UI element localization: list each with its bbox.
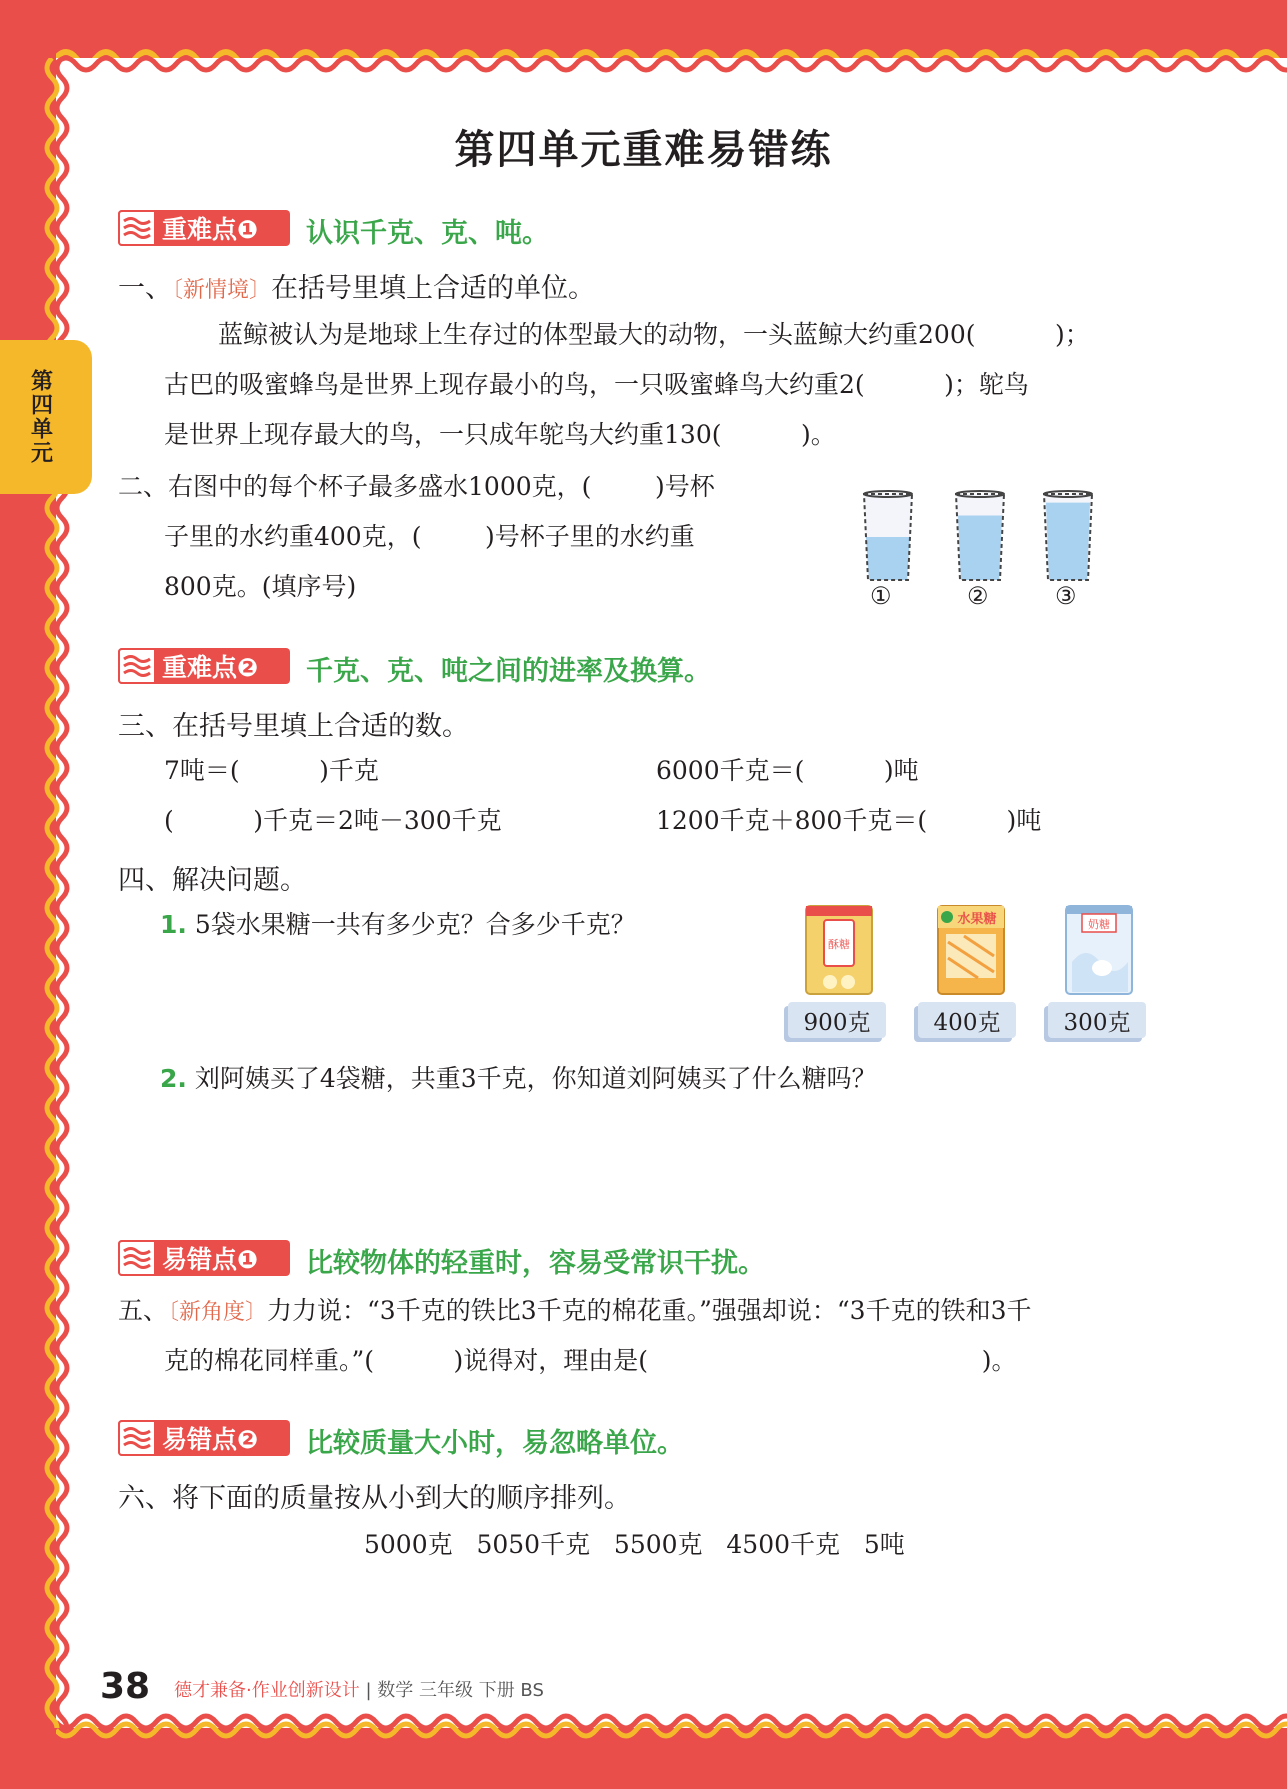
waves-icon — [118, 1420, 156, 1456]
candy-bag-3-label: 奶糖 — [1088, 918, 1110, 931]
question-4-title: 四、解决问题。 — [118, 865, 307, 896]
problem-2-number: 2. — [160, 1064, 187, 1093]
question-6-title: 六、将下面的质量按从小到大的顺序排列。 — [118, 1483, 631, 1514]
question-6-values: 5000克 5050千克 5500克 4500千克 5吨 — [364, 1530, 905, 1559]
problem-1-number: 1. — [160, 910, 187, 939]
wavy-border-bottom — [56, 1712, 1287, 1742]
waves-icon — [118, 1240, 156, 1276]
section-badge-label: 易错点❷ — [162, 1425, 259, 1454]
question-4-problem-1 — [160, 900, 636, 950]
candy-weight-1: 900克 — [788, 1002, 886, 1038]
question-1-tag: 〔新情境〕 — [172, 278, 272, 303]
page-number: 38 — [100, 1666, 151, 1707]
question-3-item-1: 7吨＝( )千克 — [164, 756, 379, 785]
candy-bag-1-icon — [802, 902, 876, 998]
unit-side-tab — [0, 340, 92, 494]
wavy-border-top-inner — [56, 50, 1287, 80]
question-1-text: 在括号里填上合适的单位。 — [271, 273, 596, 304]
page-title: 第四单元重难易错练 — [454, 127, 833, 173]
question-2-line-1: 二、右图中的每个杯子最多盛水1000克，( )号杯 — [118, 472, 715, 501]
water-cup-2 — [956, 491, 1004, 580]
problem-2-text: 刘阿姨买了4袋糖，共重3千克，你知道刘阿姨买了什么糖吗？ — [194, 1064, 877, 1093]
question-3-title: 三、在括号里填上合适的数。 — [118, 711, 469, 742]
question-3-item-2: 6000千克＝( )吨 — [656, 756, 919, 785]
section-badge-label: 重难点❷ — [162, 653, 259, 682]
footer-brand: 德才兼备·作业创新设计 — [174, 1680, 360, 1701]
section-badge-2 — [118, 648, 290, 684]
candy-weight-2: 400克 — [918, 1002, 1016, 1038]
candy-bag-2-icon — [934, 902, 1008, 998]
question-3-item-3: ( )千克＝2吨－300千克 — [164, 806, 502, 835]
water-cup-3 — [1044, 491, 1092, 580]
question-5-line-2: 克的棉花同样重。”( )说得对，理由是( )。 — [164, 1346, 1017, 1375]
candy-bag-1-label: 酥糖 — [828, 938, 850, 951]
section-badge-label: 易错点❶ — [162, 1245, 259, 1274]
section-heading-3: 比较物体的轻重时，容易受常识干扰。 — [306, 1248, 765, 1279]
water-cup-1 — [864, 491, 912, 580]
section-badge-4 — [118, 1420, 290, 1456]
question-3-item-4: 1200千克＋800千克＝( )吨 — [656, 806, 1042, 835]
section-heading-4: 比较质量大小时，易忽略单位。 — [306, 1428, 684, 1459]
question-1-line-3: 是世界上现存最大的鸟，一只成年鸵鸟大约重130( )。 — [164, 420, 836, 449]
candy-weight-3: 300克 — [1048, 1002, 1146, 1038]
section-heading-1: 认识千克、克、吨。 — [306, 218, 549, 249]
footer-meta: 数学 三年级 下册 BS — [377, 1680, 544, 1701]
cup-label-2: ② — [967, 582, 989, 610]
problem-1-text: 5袋水果糖一共有多少克？合多少千克？ — [194, 910, 636, 939]
question-1-title — [118, 266, 595, 305]
candy-bag-3-icon — [1062, 902, 1136, 998]
section-heading-2: 千克、克、吨之间的进率及换算。 — [306, 656, 711, 687]
question-5-text-1: 力力说：“3千克的铁比3千克的棉花重。”强强却说：“3千克的铁和3千 — [267, 1296, 1032, 1325]
question-1-line-1: 蓝鲸被认为是地球上生存过的体型最大的动物，一头蓝鲸大约重200( )； — [218, 320, 1090, 349]
question-5-line-1 — [118, 1286, 1032, 1338]
question-1-prefix: 一、 — [118, 273, 172, 304]
question-5-prefix: 五、 — [118, 1296, 169, 1325]
candy-bag-2-label: 水果糖 — [957, 912, 997, 927]
question-2-line-2: 子里的水约重400克，( )号杯子里的水约重 — [164, 522, 695, 551]
section-badge-label: 重难点❶ — [162, 215, 259, 244]
cup-label-1: ① — [870, 582, 892, 610]
wavy-border-left — [42, 58, 72, 1728]
question-1-line-2: 古巴的吸蜜蜂鸟是世界上现存最小的鸟，一只吸蜜蜂鸟大约重2( )；鸵鸟 — [164, 370, 1029, 399]
section-badge-1 — [118, 210, 290, 246]
question-2-line-3: 800克。(填序号) — [164, 572, 357, 601]
footer-text: 德才兼备·作业创新设计 | 数学 三年级 下册 BS — [174, 1680, 544, 1701]
cup-outline-1 — [864, 494, 912, 580]
section-badge-3 — [118, 1240, 290, 1276]
unit-side-tab-label: 第四单元 — [27, 369, 53, 465]
cup-outline-3 — [1044, 494, 1092, 580]
cup-outline-2 — [956, 494, 1004, 580]
waves-icon — [118, 648, 156, 684]
waves-icon — [118, 210, 156, 246]
cup-label-3: ③ — [1055, 582, 1077, 610]
question-5-tag: 〔新角度〕 — [168, 1300, 268, 1325]
question-4-problem-2 — [160, 1054, 877, 1104]
